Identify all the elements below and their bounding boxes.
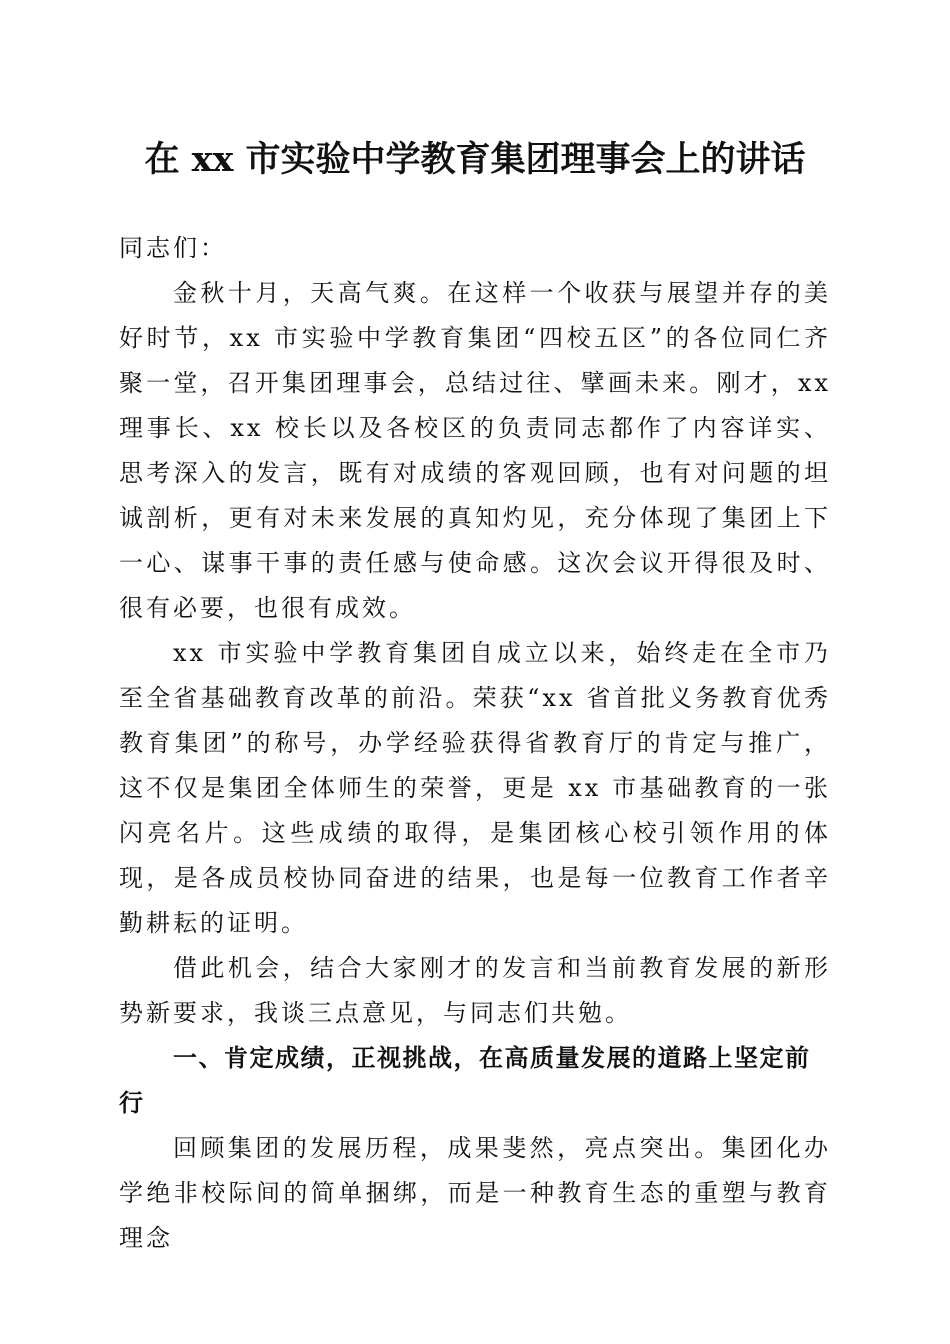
salutation: 同志们： <box>119 234 227 262</box>
document-body <box>119 226 831 1261</box>
paragraph-achievements: xx 市实验中学教育集团自成立以来，始终走在全市乃至全省基础教育改革的前沿。荣获“xx 省首批义务教育优秀教育集团”的称号，办学经验获得省教育厅的肯定与推广，这不仅是集团全体师生的荣誉，更是 xx 市基础教育的一张闪亮名片。这些成绩的取得，是集团核心校引领作用的体现，是各成员校协同奋进的结果，也是每一位教育工作者辛勤耕耘的证明。 <box>119 639 831 937</box>
paragraph-section-one: 回顾集团的发展历程，成果斐然，亮点突出。集团化办学绝非校际间的简单捆绑，而是一种教育生态的重塑与教育理念 <box>119 1134 831 1252</box>
paragraph-intro-points: 借此机会，结合大家刚才的发言和当前教育发展的新形势新要求，我谈三点意见，与同志们共勉。 <box>119 954 831 1027</box>
paragraph-opening: 金秋十月，天高气爽。在这样一个收获与展望并存的美好时节，xx 市实验中学教育集团“四校五区”的各位同仁齐聚一堂，召开集团理事会，总结过往、擘画未来。刚才，xx 理事长、xx 校长以及各校区的负责同志都作了内容详实、思考深入的发言，既有对成绩的客观回顾，也有对问题的坦诚剖析，更有对未来发展的真知灼见，充分体现了集团上下一心、谋事干事的责任感与使命感。这次会议开得很及时、很有必要，也很有成效。 <box>119 279 831 622</box>
section-heading-one: 一、肯定成绩，正视挑战，在高质量发展的道路上坚定前行 <box>119 1044 811 1117</box>
document-title: 在 xx 市实验中学教育集团理事会上的讲话 <box>144 139 806 180</box>
